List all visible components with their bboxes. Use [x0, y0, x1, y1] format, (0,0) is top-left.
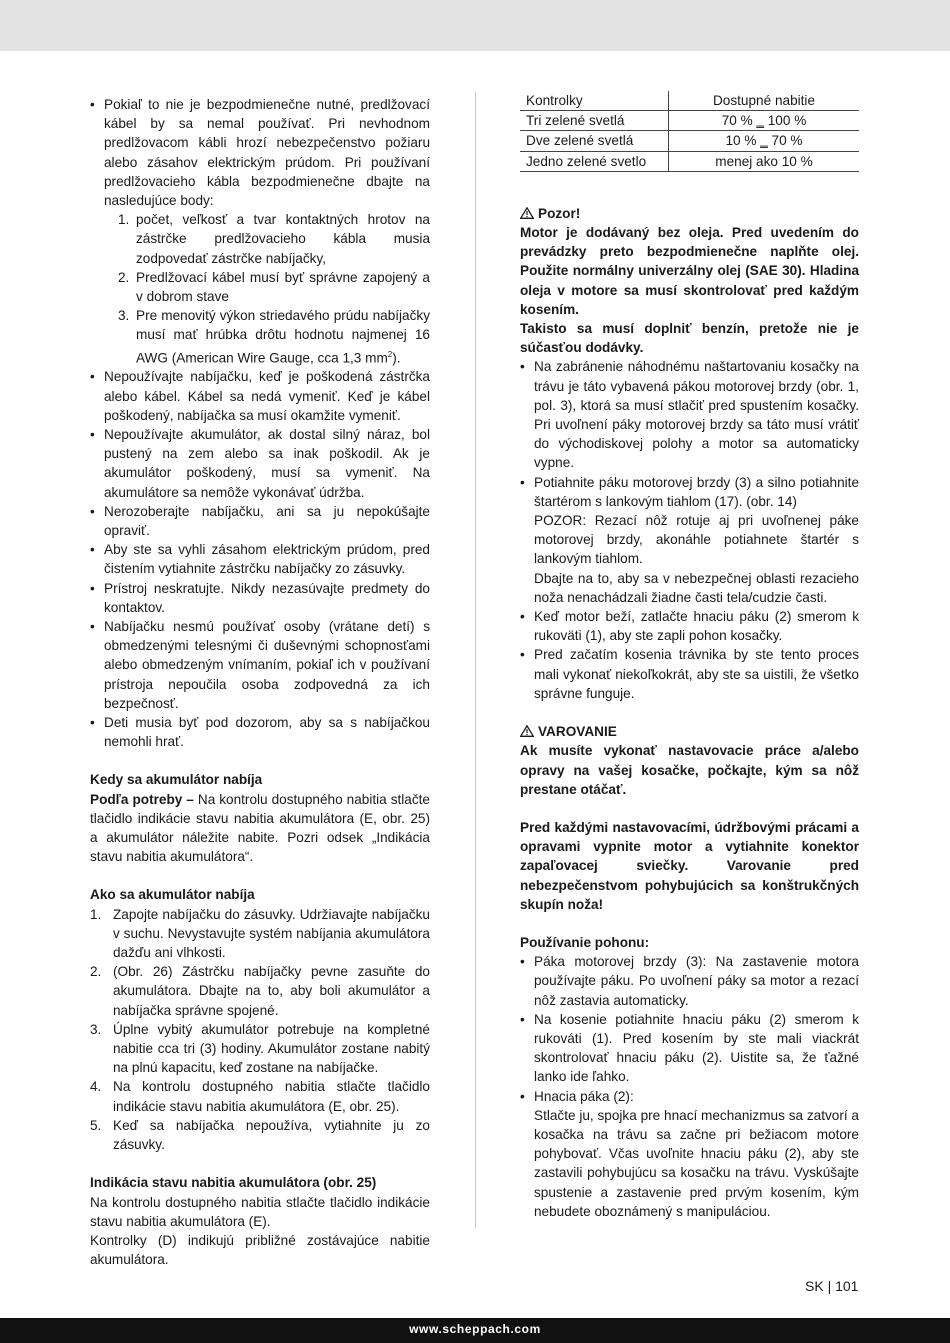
table-row: Tri zelené svetlá 70 % ‗ 100 % [520, 111, 859, 131]
list-item: • Aby ste sa vyhli zásahom elektrickým prúdom, pred čistením vytiahnite zástrčku nabíjačky zo zásuvky. [90, 540, 430, 578]
list-item: • Prístroj neskratujte. Nikdy nezasúvajte predmety do kontaktov. [90, 579, 430, 617]
start-list [520, 357, 859, 703]
table-row: Jedno zelené svetlo menej ako 10 % [520, 151, 859, 171]
list-item: 2. (Obr. 26) Zástrčku nabíjačky pevne zasuňte do akumulátora. Dbajte na to, aby boli akumulátor a nabíjačka správne spojené. [90, 964, 430, 1018]
table-row: Dve zelené svetlá 10 % ‗ 70 % [520, 131, 859, 151]
list-item: 4. Na kontrolu dostupného nabitia stlačte tlačidlo indikácie stavu nabitia akumulátora (E, obr. 25). [90, 1079, 430, 1114]
list-item: • Potiahnite páku motorovej brzdy (3) a silno potiahnite štartérom s lankovým tiahlom (17). (obr. 14) POZOR: Rezací nôž rotuje aj pri uvoľnenej páke motorovej brzdy, akonáhle potiahnete štartér s lankovým tiahlom. Dbajte na to, aby sa v nebezpečnej oblasti rezacieho noža nenachádzali žiadne časti tela/cudzie časti. [520, 473, 859, 607]
list-item: 2. Predlžovací kábel musí byť správne zapojený a v dobrom stave [118, 269, 430, 305]
list-item: 5. Keď sa nabíjačka nepoužíva, vytiahnite ju zo zásuvky. [90, 1117, 430, 1153]
page-number: SK | 101 [805, 1278, 859, 1294]
warning-heading: VAROVANIE [520, 722, 859, 741]
extension-cable-points [104, 210, 430, 367]
safety-list [90, 95, 430, 751]
header-bar [0, 0, 950, 51]
paragraph: Pred každými nastavovacími, údržbovými prácami a opravami vypnite motor a vytiahnite konektor zapaľovacej sviečky. Varovanie pred nebezpečenstvom pohybujúcich sa konštrukčných skupín noža! [520, 819, 859, 912]
warning-heading: Pozor! [520, 204, 859, 223]
paragraph: Motor je dodávaný bez oleja. Pred uvedením do prevádzky preto bezpodmienečne naplňte olej. Použite normálny univerzálny olej (SAE 30). Hladina oleja v motore sa musí skontrolovať pred každým kosením. [520, 225, 859, 317]
drive-list [520, 952, 859, 1221]
list-item: 1. Zapojte nabíjačku do zásuvky. Udržiavajte nabíjačku v suchu. Nevystavujte systém nabíjania akumulátora dažďu ani vlhkosti. [90, 906, 430, 961]
warning-icon [520, 207, 534, 219]
list-item: • Keď motor beží, zatlačte hnaciu páku (2) smerom k rukoväti (1), aby ste zapli pohon kosačky. [520, 607, 859, 645]
paragraph: Kontrolky (D) indikujú približné zostávajúce nabitie akumulátora. [90, 1232, 430, 1268]
list-item: • Na kosenie potiahnite hnaciu páku (2) smerom k rukováti (1). Pred kosením by ste mali viackrát skontrolovať hnaciu páku (2). Uistite sa, že ťažné lanko ide ľahko. [520, 1010, 859, 1087]
charging-steps [90, 905, 430, 1155]
warning-icon [520, 725, 534, 737]
section-heading: Kedy sa akumulátor nabíja [90, 772, 263, 788]
paragraph: Podľa potreby – Na kontrolu dostupného nabitia stlačte tlačidlo indikácie stavu nabitia akumulátora (E, obr. 25) a akumulátor náležite nabite. Pozri odsek „Indikácia stavu nabitia akumulátora“. [90, 791, 430, 865]
paragraph: Ak musíte vykonať nastavovacie práce a/alebo opravy na vašej kosačke, počkajte, kým sa nôž prestane otáčať. [520, 743, 859, 797]
list-item: • Páka motorovej brzdy (3): Na zastavenie motora používajte páku. Po uvoľnení páky sa motor a rezací nôž zastavia automaticky. [520, 952, 859, 1010]
list-item: • Nabíjačku nesmú používať osoby (vrátane detí) s obmedzenými telesnými či duševnými schopnosťami alebo obmedzeným vnímaním, pokiaľ ich v používaní prístroja nepoučila osoba zodpovedná za ich bezpečnosť. [90, 617, 430, 713]
paragraph: Na kontrolu dostupného nabitia stlačte tlačidlo indikácie stavu nabitia akumulátora (E). [90, 1194, 430, 1229]
list-item: 3. Úplne vybitý akumulátor potrebuje na kompletné nabitie cca tri (3) hodiny. Akumulátor zostane nabitý na plnú kapacitu, keď zostane na nabíjačke. [90, 1021, 430, 1076]
paragraph: Takisto sa musí doplniť benzín, pretože nie je súčasťou dodávky. [520, 321, 859, 356]
column-divider [475, 92, 476, 1228]
section-heading: Indikácia stavu nabitia akumulátora (obr. 25) [90, 1175, 377, 1191]
left-column [90, 95, 430, 1269]
section-heading: Ako sa akumulátor nabíja [90, 887, 255, 903]
list-item: • Nepoužívajte akumulátor, ak dostal silný náraz, bol pustený na zem alebo sa inak poškodil. Ak je akumulátor poškodený, musí sa vymeniť. Na akumulátore sa nemôže vykonávať údržba. [90, 425, 430, 502]
section-heading: Používanie pohonu: [520, 934, 650, 950]
charge-table [520, 91, 859, 172]
list-item: • Hnacia páka (2): Stlačte ju, spojka pre hnací mechanizmus sa zatvorí a kosačka na trávu sa začne pri bežiacom motore pohybovať. Včas uvoľnite hnaciu páku (2), aby ste zastavili pohybujúcu sa kosačku na trávu. Vyskúšajte spustenie a zastavenie pred prvým kosením, kým nebudete oboznámený s manipuláciou. [520, 1087, 859, 1221]
list-item: • Deti musia byť pod dozorom, aby sa s nabíjačkou nemohli hrať. [90, 713, 430, 751]
list-item: • Nepoužívajte nabíjačku, keď je poškodená zástrčka alebo kábel. Kábel sa nedá vymeniť. Keď je kábel poškodený, nabíjačka sa musí okamžite vymeniť. [90, 367, 430, 425]
list-item: 1. počet, veľkosť a tvar kontaktných hrotov na zástrčke predlžovacieho kábla musia zodpovedať zástrčke nabíjačky, [118, 212, 430, 266]
list-item: • Pred začatím kosenia trávnika by ste tento proces mali vykonať niekoľkokrát, aby ste sa uistili, že všetko správne funguje. [520, 645, 859, 703]
right-column [520, 95, 859, 1221]
footer-url: www.scheppach.com [409, 1322, 541, 1336]
list-item: 3. Pre menovitý výkon striedavého prúdu nabíjačky musí mať hrúbka drôtu hodnotu najmenej 16 AWG (American Wire Gauge, cca 1,3 $mm^2$). [118, 308, 430, 366]
list-item: • Na zabránenie náhodnému naštartovaniu kosačky na trávu je táto vybavená pákou motorovej brzdy (obr. 1, pol. 3), ktorá sa musí stlačiť pred spustením kosačky. Pri uvoľnení páky motorovej brzdy sa táto musí vrátiť do východiskovej polohy a motor sa automaticky vypne. [520, 357, 859, 472]
table-row: Kontrolky Dostupné nabitie [520, 91, 859, 111]
list-item: • Pokiaľ to nie je bezpodmienečne nutné, predlžovací kábel by sa nemal používať. Pri nevhodnom predlžovacom kábli hrozí nebezpečenstvo požiaru alebo zásahov elektrickým prúdom. Pri používaní predlžovacieho kábla bezpodmienečne dbajte na nasledujúce body: 1. počet, veľkosť a tvar kontaktných hrotov na zástrčke predlžovacieho kábla musia zodpovedať zástrčke nabíjačky, 2. Predlžovací kábel musí byť správne zapojený a v dobrom stave 3. Pre menovitý výkon striedavého prúdu nabíjačky musí mať hrúbka drôtu hodnotu najmenej 16 AWG (American Wire Gauge, cca 1,3 $mm^2$). [90, 95, 430, 367]
list-item: • Nerozoberajte nabíjačku, ani sa ju nepokúšajte opraviť. [90, 502, 430, 540]
